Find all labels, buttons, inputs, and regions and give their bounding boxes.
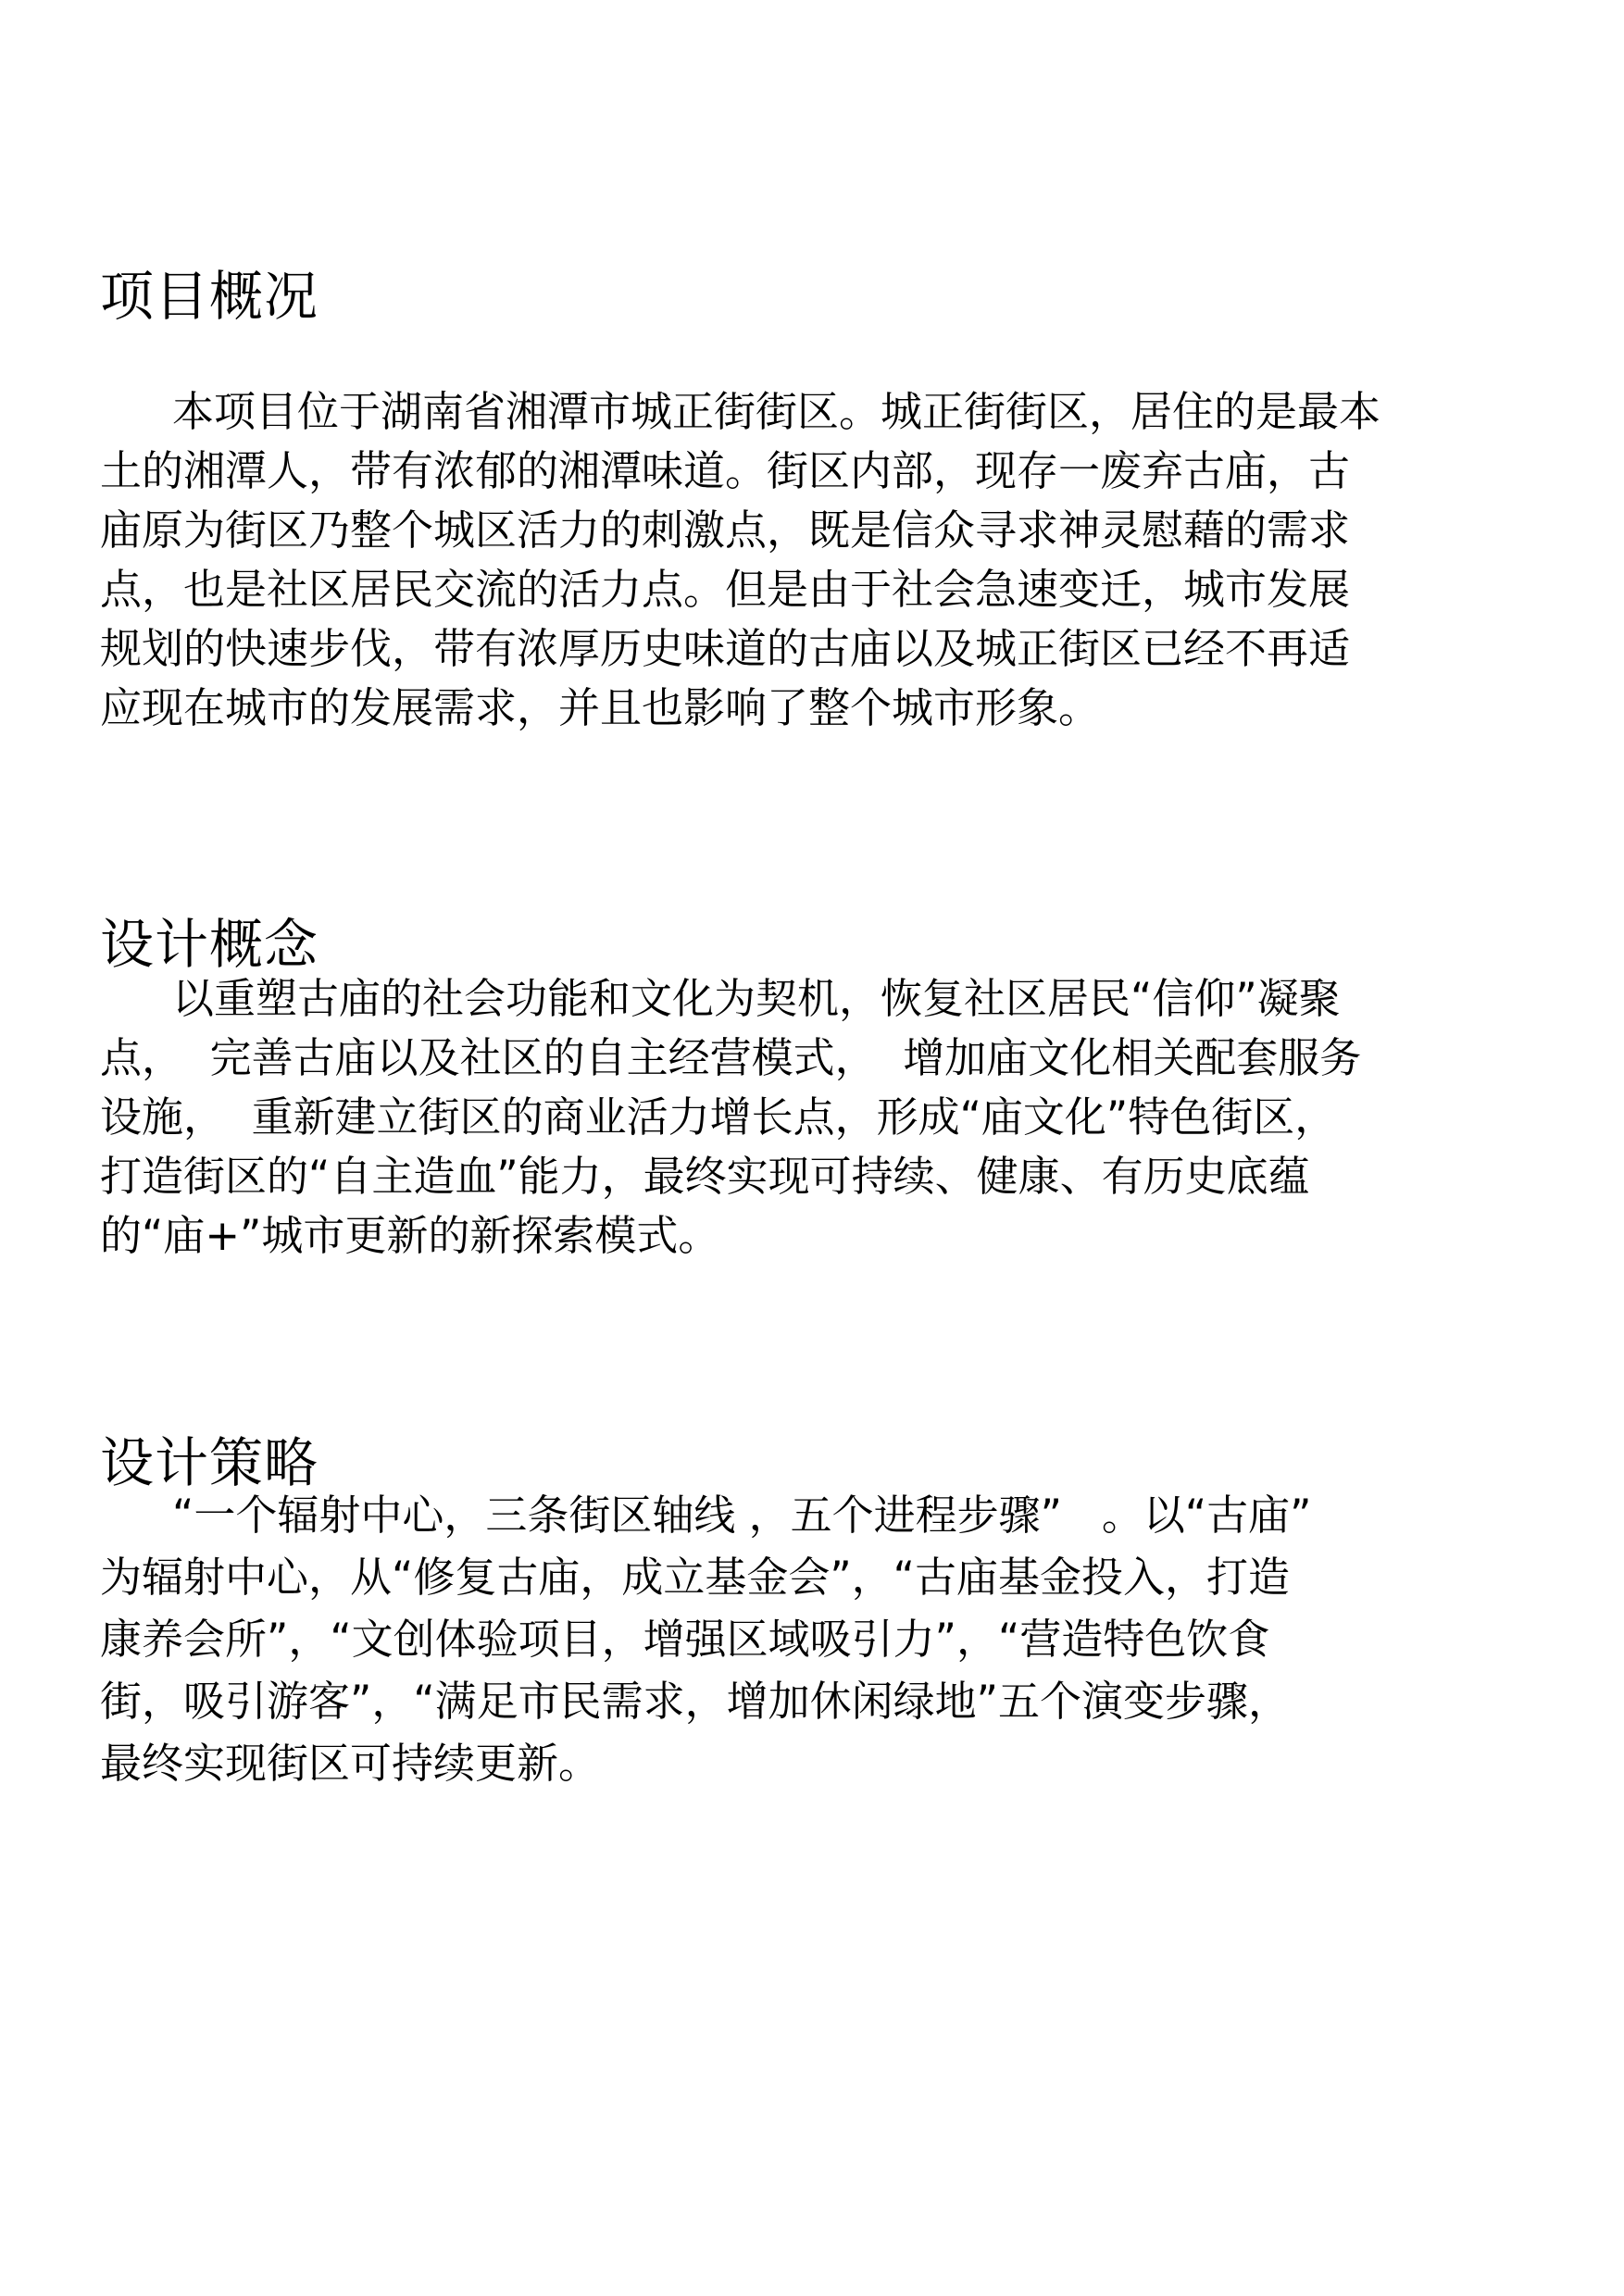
paragraph-line: 的“庙+”城市更新的新探索模式。: [100, 1211, 720, 1260]
section-paragraph: [100, 1484, 1526, 1794]
section-heading: 设计概念: [100, 913, 319, 976]
paragraph-line: 最终实现街区可持续更新。: [100, 1739, 601, 1788]
paragraph-line: 设施， 重新建立街区的商业活力增长点，形成“庙文化”特色街区，: [100, 1092, 1337, 1142]
paragraph-line: 街，吸引游客”，“满足市民需求，增加休闲绿地”五个演变步骤，: [100, 1677, 1290, 1726]
section-paragraph: [100, 969, 1526, 1266]
section-paragraph: [100, 382, 1526, 738]
section-design-strategy: [100, 1430, 1526, 1794]
section-heading: 设计策略: [100, 1431, 319, 1494]
paragraph-line: 本项目位于湖南省湘潭市城正街街区。城正街街区，居住的是最本: [172, 387, 1381, 436]
section-project-overview: [100, 264, 1526, 738]
section-design-concept: [100, 912, 1526, 1266]
paragraph-line: 土的湘潭人，带有浓郁的湘潭味道。街区内部，现存一废弃古庙，古: [100, 446, 1351, 495]
paragraph-line: 以重塑古庙的社会功能和文化为契机，恢复社区居民“信仰”凝聚: [172, 974, 1341, 1023]
section-heading: 项目概况: [100, 265, 319, 328]
paragraph-line: 打造街区的“自主造血”能力，最终实现可持续、健康、有历史底蕴: [100, 1152, 1310, 1201]
paragraph-line: 应现在城市的发展需求，并且也影响了整个城市形象。: [100, 683, 1101, 732]
paragraph-line: 点，也是社区居民交流的活力点。但是由于社会急速变迁，城市发展: [100, 565, 1351, 614]
paragraph-line: 康养会所”，“文创体验项目，增强区域吸引力”，“营造特色饮食: [100, 1615, 1270, 1664]
paragraph-line: 点， 完善古庙以及社区的自主经营模式， 增加庙文化相关配套服务: [100, 1033, 1362, 1082]
paragraph-line: “一个辐射中心，三条街区轴线 ，五个进程步骤” 。以“古庙”: [172, 1491, 1312, 1540]
paragraph-line: 庙原为街区乃整个城区活力的刺激点，既是信众寻求神灵慰藉的需求: [100, 505, 1351, 555]
paragraph-line: 规划的快速步伐，带有浓厚历史味道的古庙以及城正街区已经不再适: [100, 624, 1351, 673]
paragraph-line: 为辐射中心，从“修复古庙，成立基金会”，“古庙基金投入，打造: [100, 1553, 1290, 1602]
